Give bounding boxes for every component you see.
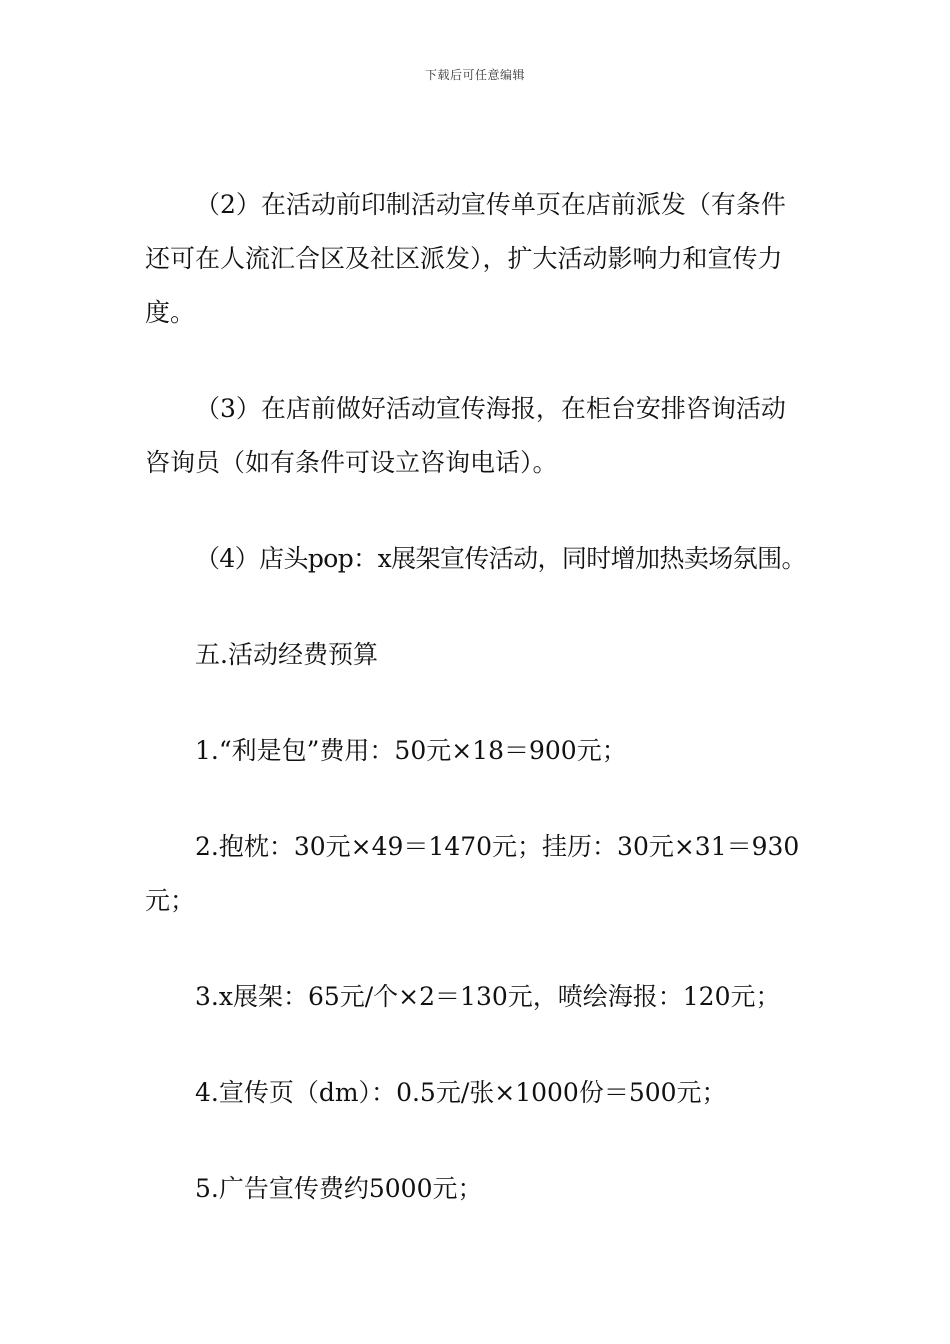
document-body [145, 178, 807, 1216]
budget-item-flyers: 4.宣传页（dm）：0.5元/张×1000份＝500元； [195, 1078, 727, 1107]
page-header: 下载后可任意编辑 [424, 68, 525, 82]
budget-item-red-envelope: 1.“利是包”费用：50元×18＝900元； [195, 736, 627, 765]
paragraph-flyer-distribution: （2）在活动前印制活动宣传单页在店前派发（有条件还可在人流汇合区及社区派发），扩大活动影响力和宣传力度。 [145, 190, 786, 327]
budget-item-advertising: 5.广告宣传费约5000元； [195, 1174, 483, 1203]
paragraph-poster-consultant: （3）在店前做好活动宣传海报，在柜台安排咨询活动咨询员（如有条件可设立咨询电话）。 [145, 394, 786, 477]
paragraph-store-pop: （4）店头pop：x展架宣传活动，同时增加热卖场氛围。 [195, 544, 806, 573]
budget-item-pillow-calendar: 2.抱枕：30元×49＝1470元；挂历：30元×31＝930元； [145, 832, 800, 915]
section-heading-budget: 五.活动经费预算 [195, 640, 378, 669]
budget-item-display-stand: 3.x展架：65元/个×2＝130元，喷绘海报：120元； [195, 982, 781, 1011]
